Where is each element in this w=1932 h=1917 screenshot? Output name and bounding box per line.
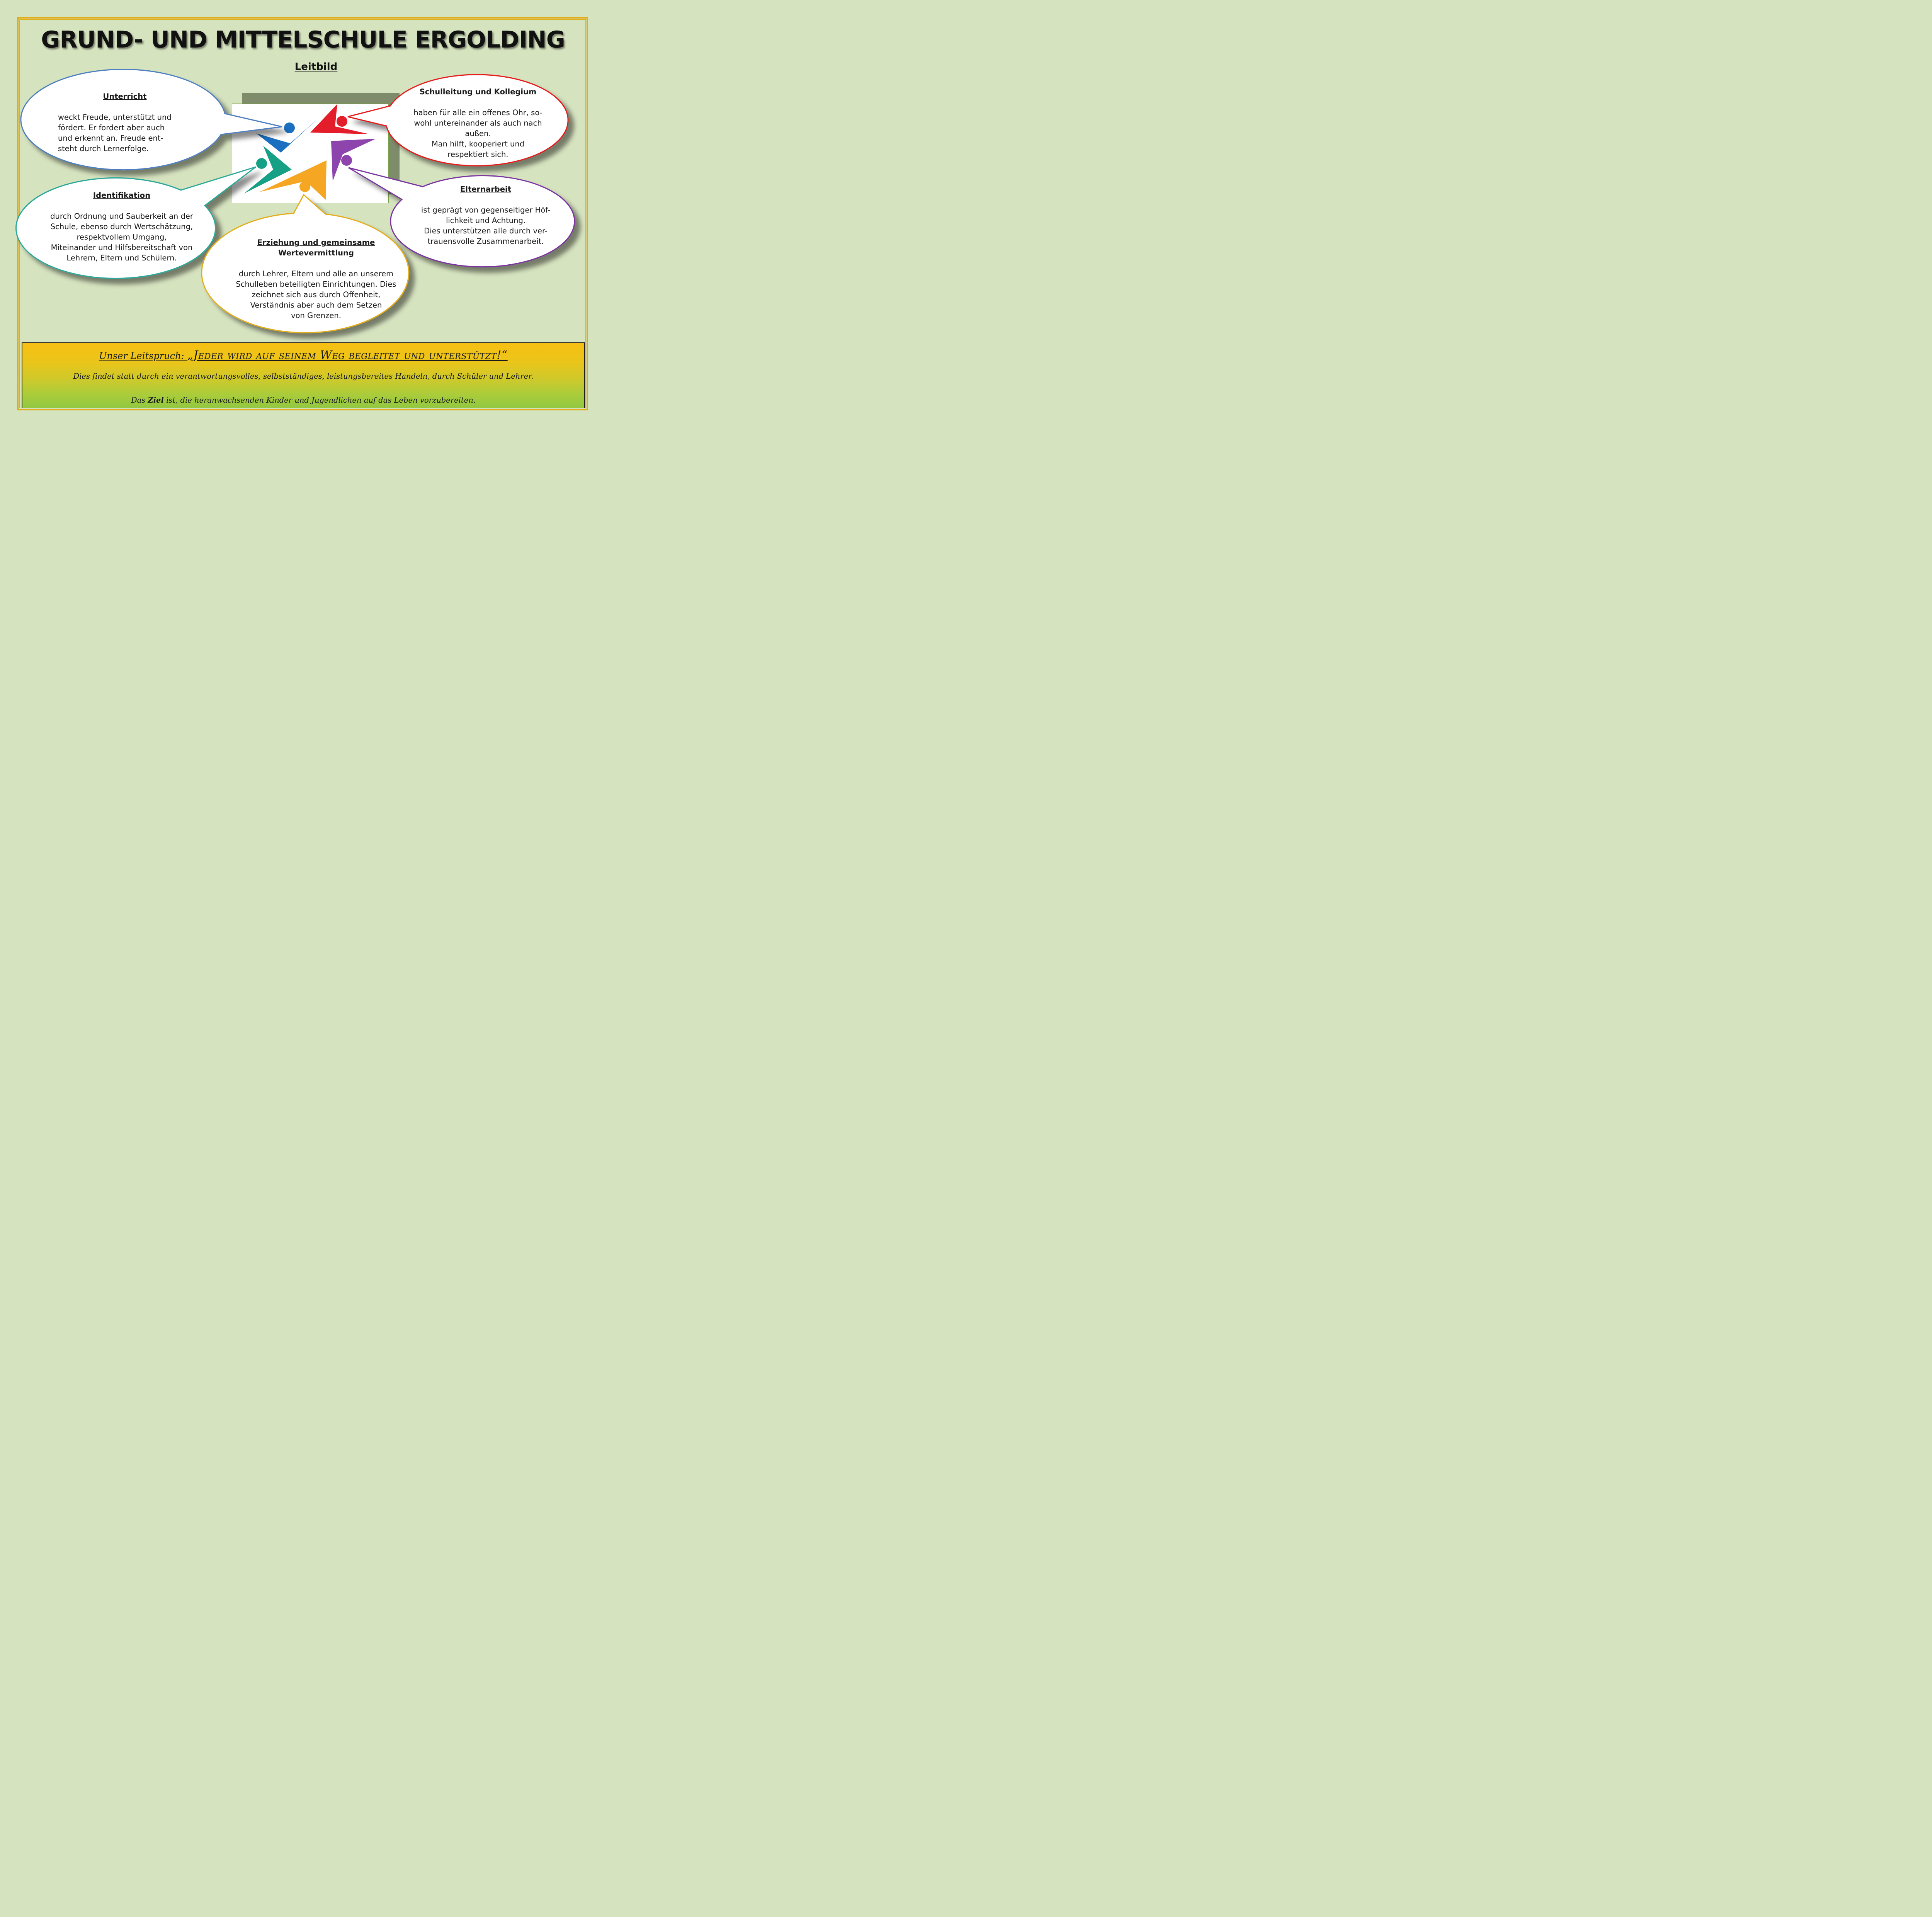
bubble-elternarbeit-heading: Elternarbeit [460,185,511,194]
motto-quote: „Jeder wird auf seinem Weg begleitet und unterstützt!“ [187,349,508,362]
bubble-identifikation-text [32,190,211,263]
motto-goal [22,396,584,405]
bubble-schulleitung-body: haben für alle ein offenes Ohr, so- wohl untereinander als auch nach außen. Man hilft, kooperiert und respektiert sich. [413,108,543,159]
bubble-erziehung-body: durch Lehrer, Eltern und alle an unserem Schulleben beteiligten Einrichtungen. Dies zeichnet sich aus durch Offenheit, Verständnis aber auch dem Setzen von Grenzen. [236,269,396,320]
motto-headline [22,349,584,362]
bubble-erziehung-text [219,237,413,321]
motto-prefix: Unser Leitspruch: [99,350,187,361]
bubble-unterricht-text [58,91,192,102]
bubble-elternarbeit-text [406,184,566,247]
bubble-unterricht-body-wrap [58,112,197,154]
bubble-identifikation-body: durch Ordnung und Sauberkeit an der Schule, ebenso durch Wertschätzung, respektvollem Umgang, Miteinander und Hilfsbereitschaft von Lehrern, Eltern und Schülern. [50,212,193,262]
bubble-elternarbeit-body: ist geprägt von gegenseitiger Höf- lichkeit und Achtung. Dies unterstützen alle durch ver- trauensvolle Zusammenarbeit. [421,206,551,246]
motto-description: Dies findet statt durch ein verantwortungsvolles, selbstständiges, leistungsbereites Handeln, durch Schüler und Lehrer. [73,372,534,381]
motto-goal-a: Das [131,396,148,405]
bubble-unterricht-body: weckt Freude, unterstützt und fördert. Er fordert aber auch und erkennt an. Freude ent- steht durch Lernerfolge. [58,113,172,153]
motto-goal-c: ist, die heranwachsenden Kinder und Jugendlichen auf das Leben vorzubereiten. [163,396,476,405]
bubble-schulleitung-heading: Schulleitung und Kollegium [419,87,537,96]
page-subtitle: Leitbild [294,61,338,73]
motto-goal-bold: Ziel [148,396,164,405]
bubble-unterricht-heading: Unterricht [103,92,147,101]
page-title: GRUND- UND MITTELSCHULE ERGOLDING [41,26,565,53]
motto-box [22,342,585,408]
bubble-identifikation-heading: Identifikation [93,191,151,200]
bubble-erziehung-heading: Erziehung und gemeinsame Wertevermittlung [257,238,375,257]
bubble-schulleitung-text [398,87,558,160]
